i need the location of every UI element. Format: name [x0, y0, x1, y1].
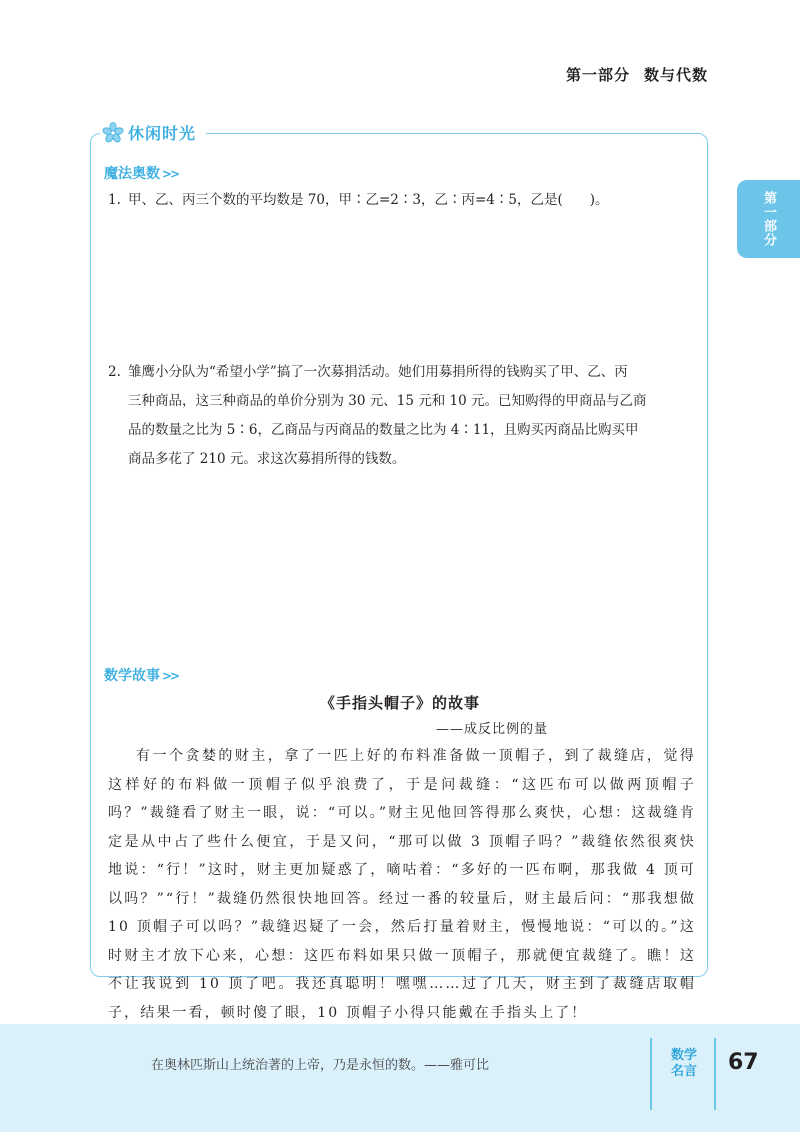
problem-1: 1. 甲、乙、丙三个数的平均数是 70，甲∶乙=2∶3，乙∶丙=4∶5，乙是( )。 [108, 192, 609, 208]
problem-2: 2. 雏鹰小分队为“希望小学”搞了一次募捐活动。她们用募捐所得的钱购买了甲、乙、丙 三种商品，这三种商品的单价分别为 30 元、15 元和 10 元。已知购得的甲商品与乙商 品的数量之比为 5∶6，乙商品与丙商品的数量之比为 4∶11，且购买丙商品比购买甲 商品多花了 210 元。求这次募捐所得的钱数。 [108, 364, 647, 467]
header-topic: 数与代数 [643, 66, 708, 84]
section-title-text: 休闲时光 [128, 124, 197, 143]
double-chevron-icon: >> [162, 669, 179, 683]
running-header [566, 64, 708, 85]
page-number: 67 [728, 1050, 759, 1075]
story-subtitle: ——成反比例的量 [436, 722, 549, 737]
footer-quote: 在奥林匹斯山上统治著的上帝，乃是永恒的数。——雅可比 [150, 1058, 489, 1073]
footer-divider-2 [714, 1038, 716, 1110]
story-body: 有一个贪婪的财主，拿了一匹上好的布料准备做一顶帽子，到了裁缝店，觉得这样好的布料做一顶帽子似乎浪费了，于是问裁缝：“这匹布可以做两顶帽子吗？”裁缝看了财主一眼，说：“可以。”财主见他回答得那么爽快，心想：这裁缝肯定是从中占了些什么便宜，于是又问，“那可以做 3 顶帽子吗？”裁缝依然很爽快地说：“行！”这时，财主更加疑惑了，嘀咕着：“多好的一匹布啊，那我做 4 顶可以吗？”“行！”裁缝仍然很快地回答。经过一番的较量后，财主最后问：“那我想做 10 顶帽子可以吗？”裁缝迟疑了一会，然后打量着财主，慢慢地说：“可以的。”这时财主才放下心来，心想：这匹布料如果只做一顶帽子，那就便宜裁缝了。瞧！这不让我说到 10 顶了吧。我还真聪明！嘿嘿……过了几天，财主到了裁缝店取帽子，结果一看，顿时傻了眼，10 顶帽子小得只能戴在手指头上了！ [108, 748, 696, 1021]
footer-divider [650, 1038, 652, 1110]
puzzle-label: 魔法奥数 >> [104, 166, 179, 182]
story-title: 《手指头帽子》的故事 [319, 694, 480, 712]
flower-icon [102, 122, 124, 144]
story-label: 数学故事 >> [104, 668, 179, 684]
section-title [100, 121, 206, 144]
header-part: 第一部分 [565, 66, 630, 84]
footer-tag: 数学 名言 [670, 1048, 697, 1079]
double-chevron-icon: >> [162, 167, 179, 181]
side-tab-label: 第一部分 [761, 191, 776, 247]
side-tab [737, 180, 800, 258]
footer [0, 1024, 800, 1132]
